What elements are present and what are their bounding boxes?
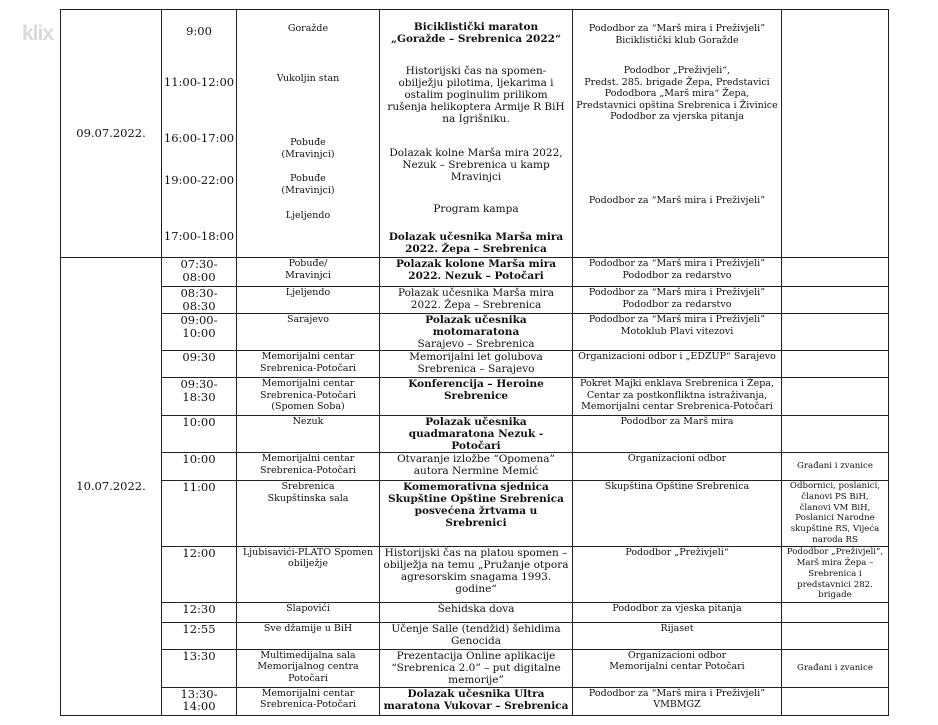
event-text: Dolazak kolne Marša mira 2022, Nezuk – Srebrenica u kamp Mravinjci [389,147,563,183]
organizer-cell: Pododbor za “Marš mira i Preživjeli” Pododbor za redarstvo [573,258,782,287]
day1-row [61,10,889,258]
event-text: Polazak učesnika Marša mira 2022. Žepa – Srebrenica [397,287,554,311]
day2-body [61,258,889,716]
time-text: 9:00 [186,24,212,38]
time-cell: 10:00 [162,416,237,453]
notes-cell [782,378,889,416]
notes-cell: Odbornici, poslanici, članovi PS BiH, članovi VM BiH, Poslanici Narodne skupštine RS, Vijeća naroda RS [782,481,889,547]
table-row [61,546,889,602]
organizer-cell: Organizacioni odbor [573,453,782,481]
notes-cell: Pododbor „Preživjeli“, Marš mira Žepa – Srebrenica i predstavnici 282. brigade [782,546,889,602]
place-cell: Sarajevo [237,314,380,351]
notes-cell: Građani i zvanice [782,453,889,481]
date-cell: 09.07.2022. [61,10,162,258]
table-row [61,481,889,547]
event-text: Polazak učesnika quadmaratona Nezuk - Potočari [408,416,544,452]
event-text: Sarajevo – Srebrenica [417,338,535,350]
table-row [61,378,889,416]
place-cell: Nezuk [237,416,380,453]
time-text: 11:00-12:00 [163,75,235,89]
organizer-cell: Pododbor za “Marš mira i Preživjeli” Pododbor za redarstvo [573,287,782,314]
time-cell: 12:00 [162,546,237,602]
time-cell: 09:30 [162,351,237,378]
event-cell [380,546,573,602]
table-row [61,258,889,287]
klix-watermark: klix [22,22,54,45]
org-text: Pododbor za “Marš mira i Preživjeli” [588,195,766,206]
event-text: Biciklistički maraton „Goražde – Srebrenica 2022“ [391,21,561,45]
time-text: 16:00-17:00 [163,131,235,145]
event-text: Prezentacija Online aplikacije “Srebrenica 2.0” – put digitalne memorije” [391,649,561,686]
table-row [61,649,889,687]
organizer-cell: Organizacioni odbor i „EDZUP“ Sarajevo [573,351,782,378]
event-text: Historijski čas na platou spomen – obilježja na temu „Pružanje otpora agresorskim snagama 1993. godine“ [383,546,569,595]
notes-cell [782,622,889,649]
event-cell [380,602,573,622]
place-cell: Memorijalni centar Srebrenica-Potočari (Spomen Soba) [237,378,380,416]
time-cell: 13:30-14:00 [162,687,237,715]
table-row [61,416,889,453]
place-text: Pobuđe (Mravinjci) [281,137,335,160]
event-cell [380,481,573,547]
event-text: Historijski čas na spomen-obilježju pilotima, ljekarima i ostalim poginulim prilikom rušenja helikoptera Armije R BiH na Igrišniku. [387,65,565,125]
place-cell: Multimedijalna sala Memorijalnog centra Potočari [237,649,380,687]
event-text: Polazak kolone Marša mira 2022. Nezuk – Potočari [395,258,557,282]
event-text: Konferencija – Heroine Srebrenice [408,378,544,402]
event-text: Učenje Salle (tendžid) šehidima Genocida [391,622,561,647]
organizer-cell: Pododbor „Preživjeli“ [573,546,782,602]
day1-times [162,10,237,258]
place-text: Ljeljendo [285,210,331,221]
place-cell: Ljubisavići-PLATO Spomen obilježje [237,546,380,602]
event-cell [380,649,573,687]
event-cell [380,622,573,649]
notes-cell [782,258,889,287]
time-cell: 11:00 [162,481,237,547]
date-cell: 10.07.2022. [61,258,162,716]
event-title: Polazak učesnika motomaratona [425,314,527,338]
notes-cell [782,416,889,453]
table-row [61,687,889,715]
notes-cell [782,10,889,258]
event-text: Memorijalni let golubova Srebrenica – Sarajevo [409,351,543,375]
table-row [61,622,889,649]
time-cell: 13:30 [162,649,237,687]
table-row [61,351,889,378]
time-cell: 08:30-08:30 [162,287,237,314]
day1-events [380,10,573,258]
event-text: Dolazak učesnika Ultra maratona Vukovar – Srebrenica [383,687,569,712]
table-row [61,453,889,481]
notes-cell [782,287,889,314]
notes-cell [782,314,889,351]
event-cell [380,453,573,481]
table-row [61,602,889,622]
notes-cell [782,351,889,378]
event-cell [380,258,573,287]
time-cell: 07:30-08:00 [162,258,237,287]
table-row [61,314,889,351]
event-cell [380,351,573,378]
place-text: Vukoljin stan [276,73,340,84]
place-cell: Sve džamije u BiH [237,622,380,649]
event-text: Šehidska dova [437,602,515,615]
event-cell [380,687,573,715]
day1-orgs [573,10,782,258]
event-text: Dolazak učesnika Marša mira 2022. Žepa – Srebrenica [388,231,564,255]
place-cell: Pobuđe/ Mravinjci [237,258,380,287]
place-text: Goražde [287,23,329,34]
event-cell [380,287,573,314]
time-cell: 12:55 [162,622,237,649]
time-cell: 10:00 [162,453,237,481]
notes-cell [782,687,889,715]
org-text: Pododbor „Preživjeli“, Predst. 285. brigade Žepa, Predstavici Pododbora „Marš mira“ Žepa, Predstavnici opština Srebrenica i Živinice Pododbor za vjerska pitanja [576,65,778,122]
event-cell [380,314,573,351]
organizer-cell: Pododbor za vjeska pitanja [573,602,782,622]
place-cell: Memorijalni centar Srebrenica-Potočari [237,351,380,378]
organizer-cell: Rijaset [573,622,782,649]
organizer-cell: Pododbor za “Marš mira i Preživjeli” VMBMGZ [573,687,782,715]
event-cell [380,378,573,416]
event-text: Program kampa [433,203,519,215]
day1-places [237,10,380,258]
place-cell: Ljeljendo [237,287,380,314]
organizer-cell: Pododbor za “Marš mira i Preživjeli” Motoklub Plavi vitezovi [573,314,782,351]
time-cell: 09:30-18:30 [162,378,237,416]
place-cell: Srebrenica Skupštinska sala [237,481,380,547]
notes-cell: Građani i zvanice [782,649,889,687]
organizer-cell: Pododbor za Marš mira [573,416,782,453]
organizer-cell: Skupština Opštine Srebrenica [573,481,782,547]
org-text: Pododbor za “Marš mira i Preživjeli” Biciklistički klub Goražde [588,23,766,46]
place-cell: Memorijalni centar Srebrenica-Potočari [237,453,380,481]
schedule-table [60,9,889,716]
event-text: Otvaranje izložbe “Opomena” autora Nermine Memić [397,453,555,477]
time-cell: 09:00-10:00 [162,314,237,351]
time-text: 17:00-18:00 [163,229,235,243]
place-text: Pobuđe (Mravinjci) [281,173,335,196]
organizer-cell: Pokret Majki enklava Srebrenica i Žepa, Centar za postkonfliktna istraživanja, Memorijalni centar Srebrenica-Potočari [573,378,782,416]
time-cell: 12:30 [162,602,237,622]
time-text: 19:00-22:00 [163,173,235,187]
event-cell [380,416,573,453]
table-row [61,287,889,314]
place-cell: Slapovići [237,602,380,622]
place-cell: Memorijalni centar Srebrenica-Potočari [237,687,380,715]
event-text: Komemorativna sjednica Skupštine Opštine Srebrenica posvećena žrtvama u Srebrenici [388,481,564,529]
notes-cell [782,602,889,622]
organizer-cell: Organizacioni odbor Memorijalni centar Potočari [573,649,782,687]
